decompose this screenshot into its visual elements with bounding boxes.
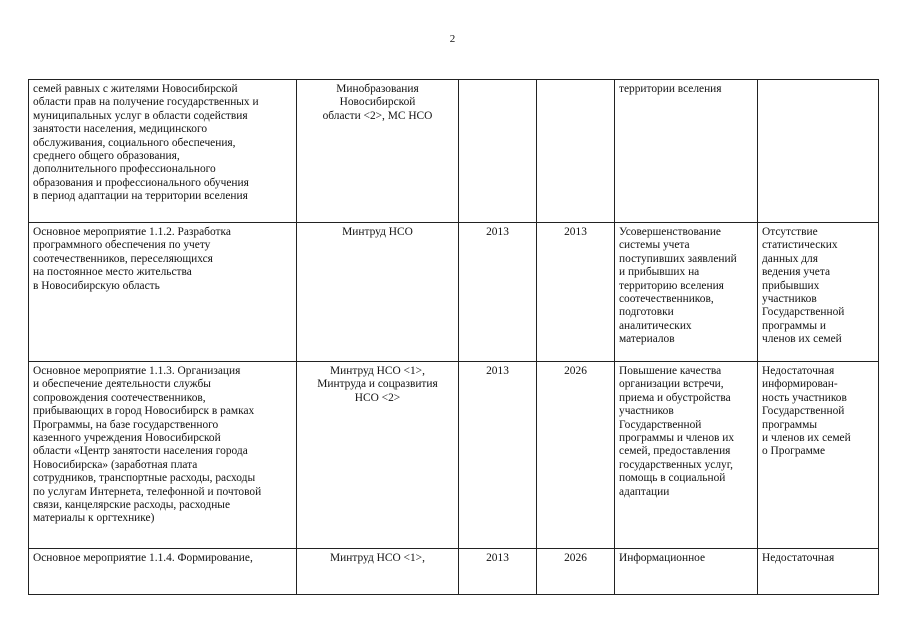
activity-cell: Основное мероприятие 1.1.3. Организация и обеспечение деятельности службы сопровождения соотечественников, прибывающих в город Новосибирск в рамках Программы, на базе государственного казенного учреждения Новосибирской области «Центр занятости населения города Новосибирска» (заработная плата сотрудников, транспортные расходы, расходы по услугам Интернета, телефонной и почтовой связи, канцелярские расходы, расходные материалы к оргтехнике) [29, 362, 297, 549]
consequence-cell: Недостаточная информирован- ность участников Государственной программы и членов их семей о Программе [758, 362, 879, 549]
table-row [29, 549, 879, 595]
table-row [29, 80, 879, 223]
expected-result-cell: Повышение качества организации встречи, приема и обустройства участников Государственной программы и членов их семей, предоставления государственных услуг, помощь в социальной адаптации [615, 362, 758, 549]
end-year-cell: 2026 [537, 362, 615, 549]
end-year-cell [537, 80, 615, 223]
start-year-cell [459, 80, 537, 223]
start-year-cell: 2013 [459, 223, 537, 362]
consequence-cell [758, 80, 879, 223]
executor-cell: Минтруд НСО <1>, [297, 549, 459, 595]
activity-cell: Основное мероприятие 1.1.4. Формирование, [29, 549, 297, 595]
start-year-cell: 2013 [459, 362, 537, 549]
program-activities-table [28, 79, 879, 595]
end-year-cell: 2013 [537, 223, 615, 362]
table-row [29, 223, 879, 362]
executor-cell: Минтруд НСО <1>, Минтруда и соцразвития НСО <2> [297, 362, 459, 549]
page-number: 2 [449, 33, 456, 45]
activity-cell: семей равных с жителями Новосибирской области прав на получение государственных и муниципальных услуг в области содействия занятости населения, медицинского обслуживания, социального обеспечения, среднего общего образования, дополнительного профессионального образования и профессионального обучения в период адаптации на территории вселения [29, 80, 297, 223]
executor-cell: Минобразования Новосибирской области <2>, МС НСО [297, 80, 459, 223]
executor-cell: Минтруд НСО [297, 223, 459, 362]
expected-result-cell: Усовершенствование системы учета поступивших заявлений и прибывших на территорию вселения соотечественников, подготовки аналитических материалов [615, 223, 758, 362]
expected-result-cell: Информационное [615, 549, 758, 595]
activity-cell: Основное мероприятие 1.1.2. Разработка программного обеспечения по учету соотечественников, переселяющихся на постоянное место жительства в Новосибирскую область [29, 223, 297, 362]
end-year-cell: 2026 [537, 549, 615, 595]
expected-result-cell: территории вселения [615, 80, 758, 223]
consequence-cell: Недостаточная [758, 549, 879, 595]
start-year-cell: 2013 [459, 549, 537, 595]
consequence-cell: Отсутствие статистических данных для ведения учета прибывших участников Государственной программы и членов их семей [758, 223, 879, 362]
table-row [29, 362, 879, 549]
